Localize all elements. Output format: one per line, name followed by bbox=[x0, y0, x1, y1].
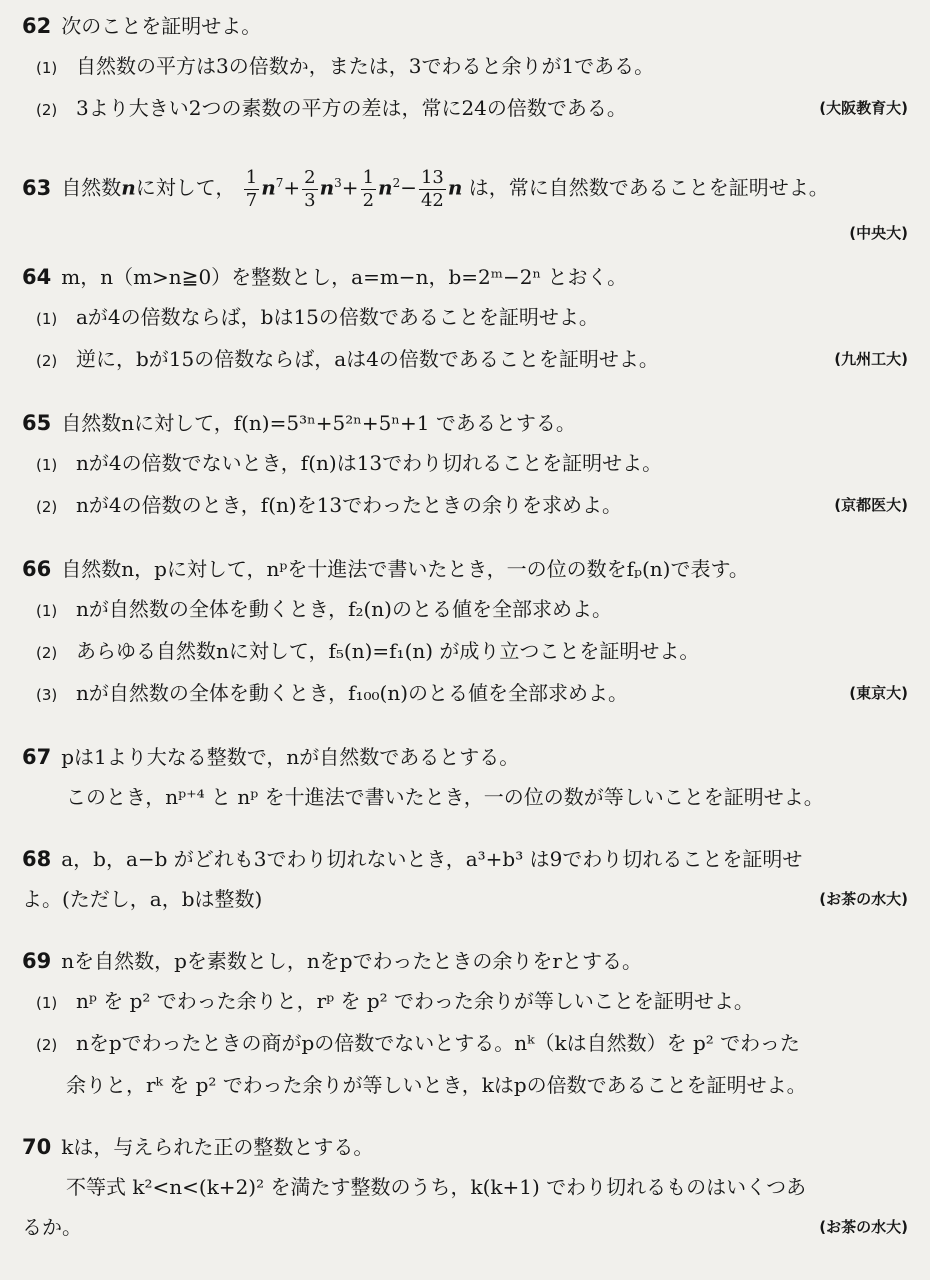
item-text: 余りと，rᵏ を p² でわった余りが等しいとき，kはpの倍数であることを証明せよ。 bbox=[66, 1072, 807, 1097]
fraction-2-3: $\frac{2}{3}$ bbox=[304, 166, 316, 211]
source-label: (お茶の水大) bbox=[819, 889, 908, 908]
problem-69 bbox=[22, 941, 908, 1105]
item-label: (2) bbox=[36, 1035, 58, 1054]
problem-mid: に対して， bbox=[135, 175, 236, 200]
problem-number: 70 bbox=[22, 1134, 52, 1159]
problem-65 bbox=[22, 403, 908, 527]
item-label: (1) bbox=[36, 455, 58, 474]
item-label: (1) bbox=[36, 309, 58, 328]
problem-text: pは1より大なる整数で，nが自然数であるとする。 bbox=[61, 744, 520, 769]
problem-suffix: は，常に自然数であることを証明せよ。 bbox=[468, 175, 829, 200]
problem-67 bbox=[22, 737, 908, 817]
problem-number: 66 bbox=[22, 556, 52, 581]
item-text: aが4の倍数ならば，bは15の倍数であることを証明せよ。 bbox=[76, 304, 599, 329]
item-text: nᵖ を p² でわった余りと，rᵖ を p² でわった余りが等しいことを証明せよ。 bbox=[76, 988, 754, 1013]
item-text: 3より大きい2つの素数の平方の差は，常に24の倍数である。 bbox=[76, 96, 627, 120]
item-text: nをpでわったときの商がpの倍数でないとする。nᵏ（kは自然数）を p² でわった bbox=[76, 1030, 800, 1055]
fraction-13-42: $\frac{13}{42}$ bbox=[420, 166, 444, 211]
item-label: (2) bbox=[36, 351, 58, 370]
source-label: (東京大) bbox=[849, 683, 908, 702]
problem-number: 69 bbox=[22, 948, 52, 973]
item-label: (2) bbox=[36, 643, 58, 662]
problem-intro: nを自然数，pを素数とし，nをpでわったときの余りをrとする。 bbox=[61, 948, 642, 973]
item-label: (2) bbox=[36, 101, 58, 119]
source-label: (お茶の水大) bbox=[819, 1217, 908, 1236]
problem-64 bbox=[22, 257, 908, 381]
item-text: 自然数の平方は3の倍数か，または，3でわると余りが1である。 bbox=[76, 54, 655, 78]
item-label: (2) bbox=[36, 497, 58, 516]
problem-63: 63 自然数nに対して， $\frac{1}{7}$ $n^7+$ $\frac{2}{3}$ $n^3+$ $\frac{1}{2}$ $n^2-$ $\frac{13}{42}$ n は，常に自然数であることを証明せよ。 (中央大) bbox=[22, 152, 908, 247]
problem-intro: 次のことを証明せよ。 bbox=[61, 14, 262, 38]
problem-text: 不等式 k²<n<(k+2)² を満たす整数のうち，k(k+1) でわり切れるものはいくつあ bbox=[66, 1174, 807, 1199]
problem-intro: 自然数nに対して，f(n)=5³ⁿ+5²ⁿ+5ⁿ+1 であるとする。 bbox=[61, 410, 576, 435]
fraction-1-2: $\frac{1}{2}$ bbox=[362, 166, 375, 211]
problem-text: このとき，nᵖ⁺⁴ と nᵖ を十進法で書いたとき，一の位の数が等しいことを証明せよ。 bbox=[66, 784, 824, 809]
item-text: nが自然数の全体を動くとき，f₂(n)のとる値を全部求めよ。 bbox=[76, 596, 612, 621]
item-label: (1) bbox=[36, 601, 58, 620]
problem-number: 63 bbox=[22, 175, 52, 200]
problem-62 bbox=[22, 6, 908, 130]
problem-number: 62 bbox=[22, 14, 52, 38]
item-label: (1) bbox=[36, 993, 58, 1012]
problem-66 bbox=[22, 549, 908, 715]
item-text: 逆に，bが15の倍数ならば，aは4の倍数であることを証明せよ。 bbox=[76, 346, 659, 371]
problem-number: 67 bbox=[22, 744, 52, 769]
problem-70 bbox=[22, 1127, 908, 1247]
problem-intro: 自然数n，pに対して，nᵖを十進法で書いたとき，一の位の数をfₚ(n)で表す。 bbox=[61, 556, 749, 581]
problem-text: a，b，a−b がどれも3でわり切れないとき，a³+b³ は9でわり切れることを証明せ bbox=[61, 846, 803, 871]
item-label: (1) bbox=[36, 59, 58, 77]
problem-text: るか。 bbox=[22, 1214, 82, 1239]
problem-number: 64 bbox=[22, 264, 52, 289]
problem-text: よ。(ただし，a，bは整数) bbox=[22, 886, 263, 911]
problem-prefix: 自然数 bbox=[61, 175, 122, 200]
source-label: (九州工大) bbox=[834, 349, 908, 368]
problem-number: 65 bbox=[22, 410, 52, 435]
problem-68 bbox=[22, 839, 908, 919]
source-label: (大阪教育大) bbox=[819, 99, 908, 117]
problem-number: 68 bbox=[22, 846, 52, 871]
item-text: nが4の倍数でないとき，f(n)は13でわり切れることを証明せよ。 bbox=[76, 450, 663, 475]
source-label: (中央大) bbox=[849, 223, 908, 242]
fraction-1-7: $\frac{1}{7}$ bbox=[245, 166, 258, 211]
problem-intro: m，n（m>n≧0）を整数とし，a=m−n，b=2ᵐ−2ⁿ とおく。 bbox=[61, 264, 628, 289]
item-text: nが4の倍数のとき，f(n)を13でわったときの余りを求めよ。 bbox=[76, 492, 622, 517]
source-label: (京都医大) bbox=[834, 495, 908, 514]
item-text: nが自然数の全体を動くとき，f₁₀₀(n)のとる値を全部求めよ。 bbox=[76, 680, 629, 705]
problem-text: kは，与えられた正の整数とする。 bbox=[61, 1134, 374, 1159]
variable-n: n bbox=[121, 175, 136, 200]
item-label: (3) bbox=[36, 685, 58, 704]
item-text: あらゆる自然数nに対して，f₅(n)=f₁(n) が成り立つことを証明せよ。 bbox=[76, 638, 700, 663]
